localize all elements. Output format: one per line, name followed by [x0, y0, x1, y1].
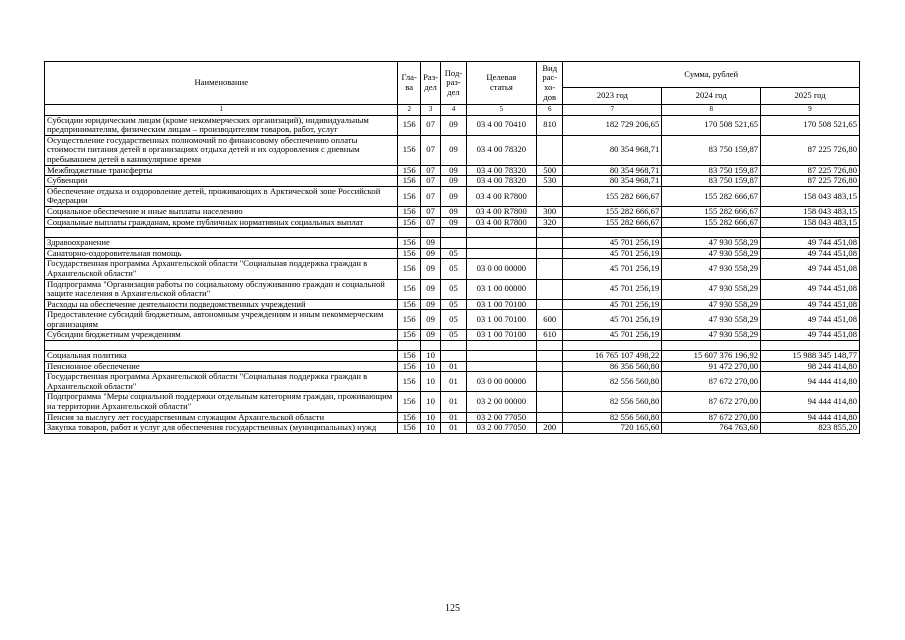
row-target-article-cell: 03 1 00 70100: [466, 299, 536, 310]
table-row: [45, 412, 860, 423]
row-sum-2025-cell: 158 043 483,15: [761, 217, 860, 228]
header-year-2023: 2023 год: [563, 88, 662, 105]
row-glava-cell: 156: [398, 259, 420, 279]
row-razdel-cell: 10: [420, 412, 440, 423]
header-name: Наименование: [45, 62, 398, 105]
row-sum-2025-cell: 49 744 451,08: [761, 259, 860, 279]
row-razdel-cell: 09: [420, 248, 440, 259]
row-name-cell: Подпрограмма "Организация работы по социальному обслуживанию граждан и социальной защите населения в Архангельской области": [45, 279, 398, 299]
row-sum-2024-cell: 47 930 558,29: [662, 299, 761, 310]
row-glava-cell: 156: [398, 217, 420, 228]
row-sum-2024-cell: 83 750 159,87: [662, 135, 761, 165]
row-sum-2025-cell: 87 225 726,80: [761, 135, 860, 165]
row-target-article-cell: [466, 248, 536, 259]
row-sum-2023-cell: 720 165,60: [563, 423, 662, 434]
row-sum-2025-cell: 49 744 451,08: [761, 248, 860, 259]
row-sum-2025-cell: [761, 341, 860, 351]
row-expense-type-cell: 530: [536, 176, 562, 187]
row-sum-2023-cell: 45 701 256,19: [563, 259, 662, 279]
row-razdel-cell: 09: [420, 310, 440, 330]
table-row-spacer: [45, 228, 860, 238]
budget-table: [44, 61, 860, 434]
row-target-article-cell: 03 1 00 70100: [466, 330, 536, 341]
row-expense-type-cell: [536, 259, 562, 279]
row-podrazdel-cell: 05: [441, 248, 466, 259]
row-razdel-cell: 10: [420, 392, 440, 412]
row-sum-2025-cell: 98 244 414,80: [761, 361, 860, 372]
row-podrazdel-cell: [441, 228, 466, 238]
row-podrazdel-cell: 05: [441, 259, 466, 279]
row-razdel-cell: 10: [420, 351, 440, 362]
row-razdel-cell: [420, 228, 440, 238]
row-expense-type-cell: 320: [536, 217, 562, 228]
table-row: [45, 392, 860, 412]
row-glava-cell: 156: [398, 310, 420, 330]
row-expense-type-cell: [536, 372, 562, 392]
row-sum-2025-cell: 49 744 451,08: [761, 330, 860, 341]
row-sum-2023-cell: 80 354 968,71: [563, 165, 662, 176]
row-sum-2023-cell: [563, 228, 662, 238]
table-row: [45, 238, 860, 249]
row-sum-2025-cell: 94 444 414,80: [761, 412, 860, 423]
row-sum-2025-cell: 49 744 451,08: [761, 279, 860, 299]
table-row-spacer: [45, 341, 860, 351]
table-row: [45, 217, 860, 228]
table-row: [45, 259, 860, 279]
row-expense-type-cell: [536, 248, 562, 259]
table-row: [45, 165, 860, 176]
row-sum-2024-cell: 87 672 270,00: [662, 412, 761, 423]
header-row: [45, 62, 860, 88]
row-expense-type-cell: 300: [536, 206, 562, 217]
row-glava-cell: 156: [398, 351, 420, 362]
row-target-article-cell: 03 4 00 70410: [466, 115, 536, 135]
col-number: 9: [761, 105, 860, 116]
row-glava-cell: 156: [398, 115, 420, 135]
col-number: 8: [662, 105, 761, 116]
row-target-article-cell: 03 2 00 00000: [466, 392, 536, 412]
row-razdel-cell: 07: [420, 206, 440, 217]
row-expense-type-cell: [536, 186, 562, 206]
row-glava-cell: 156: [398, 238, 420, 249]
row-sum-2023-cell: 45 701 256,19: [563, 279, 662, 299]
row-name-cell: Социальная политика: [45, 351, 398, 362]
table-row: [45, 330, 860, 341]
row-razdel-cell: 10: [420, 372, 440, 392]
row-name-cell: Подпрограмма "Меры социальной поддержки отдельным категориям граждан, проживающим на территории Архангельской области": [45, 392, 398, 412]
table-row: [45, 206, 860, 217]
col-number: 1: [45, 105, 398, 116]
row-sum-2024-cell: 170 508 521,65: [662, 115, 761, 135]
row-name-cell: Здравоохранение: [45, 238, 398, 249]
row-glava-cell: 156: [398, 279, 420, 299]
row-sum-2025-cell: 87 225 726,80: [761, 176, 860, 187]
row-glava-cell: 156: [398, 248, 420, 259]
table-row: [45, 423, 860, 434]
row-glava-cell: 156: [398, 412, 420, 423]
row-podrazdel-cell: 09: [441, 217, 466, 228]
row-sum-2023-cell: 82 556 560,80: [563, 372, 662, 392]
row-target-article-cell: [466, 361, 536, 372]
row-expense-type-cell: [536, 238, 562, 249]
row-glava-cell: 156: [398, 186, 420, 206]
row-sum-2023-cell: 80 354 968,71: [563, 135, 662, 165]
row-podrazdel-cell: 01: [441, 392, 466, 412]
row-name-cell: Субвенции: [45, 176, 398, 187]
row-target-article-cell: 03 4 00 R7800: [466, 217, 536, 228]
table-row: [45, 279, 860, 299]
row-sum-2023-cell: 82 556 560,80: [563, 412, 662, 423]
row-podrazdel-cell: 05: [441, 299, 466, 310]
row-name-cell: [45, 228, 398, 238]
table-row: [45, 248, 860, 259]
row-expense-type-cell: [536, 361, 562, 372]
row-glava-cell: [398, 228, 420, 238]
row-sum-2024-cell: 91 472 270,00: [662, 361, 761, 372]
row-razdel-cell: 09: [420, 279, 440, 299]
row-name-cell: Субсидии бюджетным учреждениям: [45, 330, 398, 341]
row-expense-type-cell: [536, 279, 562, 299]
row-name-cell: Субсидии юридическим лицам (кроме некоммерческих организаций), индивидуальным предпринимателям, физическим лицам – производителям товаров, работ, услуг: [45, 115, 398, 135]
col-number: 4: [441, 105, 466, 116]
row-sum-2023-cell: 45 701 256,19: [563, 299, 662, 310]
row-sum-2025-cell: 170 508 521,65: [761, 115, 860, 135]
row-name-cell: Осуществление государственных полномочий по финансовому обеспечению оплаты стоимости питания детей в организациях отдыха детей и их оздоровления с дневным пребыванием детей в каникулярное время: [45, 135, 398, 165]
row-razdel-cell: 07: [420, 115, 440, 135]
row-sum-2025-cell: 87 225 726,80: [761, 165, 860, 176]
row-podrazdel-cell: 05: [441, 330, 466, 341]
row-sum-2023-cell: 155 282 666,67: [563, 186, 662, 206]
row-sum-2023-cell: 45 701 256,19: [563, 330, 662, 341]
row-sum-2023-cell: 82 556 560,80: [563, 392, 662, 412]
header-expense-type: Вид рас- хо- дов: [536, 62, 562, 105]
table-row: [45, 310, 860, 330]
row-podrazdel-cell: 09: [441, 206, 466, 217]
header-glava: Гла- ва: [398, 62, 420, 105]
row-sum-2023-cell: 182 729 206,65: [563, 115, 662, 135]
table-row: [45, 351, 860, 362]
row-name-cell: Межбюджетные трансферты: [45, 165, 398, 176]
table-row: [45, 135, 860, 165]
row-podrazdel-cell: 05: [441, 310, 466, 330]
row-sum-2024-cell: 47 930 558,29: [662, 248, 761, 259]
row-sum-2024-cell: 764 763,60: [662, 423, 761, 434]
header-year-2024: 2024 год: [662, 88, 761, 105]
row-sum-2025-cell: [761, 228, 860, 238]
column-numbers-row: [45, 105, 860, 116]
row-podrazdel-cell: 09: [441, 115, 466, 135]
row-razdel-cell: [420, 341, 440, 351]
table-row: [45, 115, 860, 135]
col-number: 3: [420, 105, 440, 116]
row-razdel-cell: 07: [420, 176, 440, 187]
row-sum-2023-cell: 80 354 968,71: [563, 176, 662, 187]
row-name-cell: [45, 341, 398, 351]
row-sum-2023-cell: 45 701 256,19: [563, 248, 662, 259]
row-glava-cell: 156: [398, 206, 420, 217]
row-podrazdel-cell: [441, 341, 466, 351]
col-number: 5: [466, 105, 536, 116]
row-name-cell: Расходы на обеспечение деятельности подведомственных учреждений: [45, 299, 398, 310]
row-razdel-cell: 10: [420, 361, 440, 372]
row-sum-2025-cell: 49 744 451,08: [761, 310, 860, 330]
row-sum-2025-cell: 94 444 414,80: [761, 392, 860, 412]
header-target-article: Целевая статья: [466, 62, 536, 105]
row-name-cell: Государственная программа Архангельской области "Социальная поддержка граждан в Архангельской области": [45, 259, 398, 279]
row-target-article-cell: [466, 351, 536, 362]
row-sum-2024-cell: 47 930 558,29: [662, 259, 761, 279]
row-sum-2024-cell: 87 672 270,00: [662, 372, 761, 392]
row-podrazdel-cell: 01: [441, 423, 466, 434]
row-razdel-cell: 09: [420, 259, 440, 279]
row-target-article-cell: [466, 238, 536, 249]
row-sum-2024-cell: 155 282 666,67: [662, 206, 761, 217]
row-expense-type-cell: 600: [536, 310, 562, 330]
row-expense-type-cell: [536, 299, 562, 310]
row-name-cell: Закупка товаров, работ и услуг для обеспечения государственных (муниципальных) нужд: [45, 423, 398, 434]
row-target-article-cell: [466, 228, 536, 238]
row-sum-2025-cell: 49 744 451,08: [761, 238, 860, 249]
row-sum-2023-cell: 155 282 666,67: [563, 217, 662, 228]
row-podrazdel-cell: [441, 351, 466, 362]
row-podrazdel-cell: [441, 238, 466, 249]
row-sum-2023-cell: 86 356 560,80: [563, 361, 662, 372]
row-sum-2025-cell: 158 043 483,15: [761, 186, 860, 206]
row-name-cell: Государственная программа Архангельской области "Социальная поддержка граждан в Архангельской области": [45, 372, 398, 392]
row-sum-2025-cell: 158 043 483,15: [761, 206, 860, 217]
row-target-article-cell: 03 4 00 78320: [466, 176, 536, 187]
col-number: 6: [536, 105, 562, 116]
row-sum-2024-cell: 47 930 558,29: [662, 330, 761, 341]
row-target-article-cell: 03 4 00 R7800: [466, 206, 536, 217]
row-sum-2024-cell: 15 607 376 196,92: [662, 351, 761, 362]
row-target-article-cell: 03 4 00 78320: [466, 165, 536, 176]
table-row: [45, 372, 860, 392]
row-expense-type-cell: [536, 341, 562, 351]
row-glava-cell: 156: [398, 372, 420, 392]
row-expense-type-cell: [536, 412, 562, 423]
row-glava-cell: [398, 341, 420, 351]
row-target-article-cell: 03 1 00 70100: [466, 310, 536, 330]
row-glava-cell: 156: [398, 392, 420, 412]
row-target-article-cell: 03 4 00 78320: [466, 135, 536, 165]
row-sum-2024-cell: 87 672 270,00: [662, 392, 761, 412]
page-number: 125: [445, 603, 460, 614]
row-expense-type-cell: [536, 228, 562, 238]
row-name-cell: Санаторно-оздоровительная помощь: [45, 248, 398, 259]
row-sum-2023-cell: [563, 341, 662, 351]
row-glava-cell: 156: [398, 330, 420, 341]
row-target-article-cell: 03 0 00 00000: [466, 372, 536, 392]
row-sum-2024-cell: [662, 228, 761, 238]
row-razdel-cell: 07: [420, 217, 440, 228]
row-podrazdel-cell: 05: [441, 279, 466, 299]
header-podrazdel: Под- раз- дел: [441, 62, 466, 105]
row-target-article-cell: 03 1 00 00000: [466, 279, 536, 299]
row-name-cell: Социальное обеспечение и иные выплаты населению: [45, 206, 398, 217]
row-expense-type-cell: 810: [536, 115, 562, 135]
row-razdel-cell: 07: [420, 186, 440, 206]
header-razdel: Раз- дел: [420, 62, 440, 105]
row-sum-2024-cell: 47 930 558,29: [662, 279, 761, 299]
row-sum-2023-cell: 16 765 107 498,22: [563, 351, 662, 362]
row-sum-2024-cell: 155 282 666,67: [662, 217, 761, 228]
row-target-article-cell: 03 2 00 77050: [466, 423, 536, 434]
row-target-article-cell: 03 2 00 77050: [466, 412, 536, 423]
row-razdel-cell: 07: [420, 135, 440, 165]
row-glava-cell: 156: [398, 165, 420, 176]
row-podrazdel-cell: 09: [441, 135, 466, 165]
row-razdel-cell: 10: [420, 423, 440, 434]
table-row: [45, 176, 860, 187]
row-glava-cell: 156: [398, 135, 420, 165]
row-razdel-cell: 09: [420, 299, 440, 310]
row-podrazdel-cell: 01: [441, 412, 466, 423]
row-sum-2023-cell: 45 701 256,19: [563, 310, 662, 330]
header-year-2025: 2025 год: [761, 88, 860, 105]
row-podrazdel-cell: 01: [441, 361, 466, 372]
table-row: [45, 361, 860, 372]
row-expense-type-cell: [536, 392, 562, 412]
row-name-cell: Социальные выплаты гражданам, кроме публичных нормативных социальных выплат: [45, 217, 398, 228]
row-podrazdel-cell: 01: [441, 372, 466, 392]
row-sum-2025-cell: 15 988 345 148,77: [761, 351, 860, 362]
row-razdel-cell: 09: [420, 330, 440, 341]
row-expense-type-cell: 200: [536, 423, 562, 434]
row-razdel-cell: 09: [420, 238, 440, 249]
row-sum-2023-cell: 155 282 666,67: [563, 206, 662, 217]
row-sum-2024-cell: 155 282 666,67: [662, 186, 761, 206]
col-number: 7: [563, 105, 662, 116]
row-razdel-cell: 07: [420, 165, 440, 176]
row-glava-cell: 156: [398, 176, 420, 187]
table-row: [45, 186, 860, 206]
row-glava-cell: 156: [398, 361, 420, 372]
row-sum-2024-cell: 47 930 558,29: [662, 310, 761, 330]
row-expense-type-cell: 610: [536, 330, 562, 341]
header-sum: Сумма, рублей: [563, 62, 860, 88]
row-expense-type-cell: [536, 351, 562, 362]
row-podrazdel-cell: 09: [441, 165, 466, 176]
row-expense-type-cell: 500: [536, 165, 562, 176]
row-sum-2024-cell: 83 750 159,87: [662, 176, 761, 187]
row-sum-2024-cell: [662, 341, 761, 351]
row-sum-2024-cell: 47 930 558,29: [662, 238, 761, 249]
row-name-cell: Пенсия за выслугу лет государственным служащим Архангельской области: [45, 412, 398, 423]
row-sum-2025-cell: 49 744 451,08: [761, 299, 860, 310]
col-number: 2: [398, 105, 420, 116]
row-podrazdel-cell: 09: [441, 176, 466, 187]
row-sum-2023-cell: 45 701 256,19: [563, 238, 662, 249]
row-name-cell: Обеспечение отдыха и оздоровление детей, проживающих в Арктической зоне Российской Федерации: [45, 186, 398, 206]
row-glava-cell: 156: [398, 299, 420, 310]
row-podrazdel-cell: 09: [441, 186, 466, 206]
row-sum-2025-cell: 94 444 414,80: [761, 372, 860, 392]
table-row: [45, 299, 860, 310]
row-name-cell: Пенсионное обеспечение: [45, 361, 398, 372]
row-name-cell: Предоставление субсидий бюджетным, автономным учреждениям и иным некоммерческим организациям: [45, 310, 398, 330]
row-target-article-cell: 03 4 00 R7800: [466, 186, 536, 206]
row-expense-type-cell: [536, 135, 562, 165]
row-target-article-cell: 03 0 00 00000: [466, 259, 536, 279]
row-target-article-cell: [466, 341, 536, 351]
row-sum-2025-cell: 823 855,20: [761, 423, 860, 434]
row-glava-cell: 156: [398, 423, 420, 434]
row-sum-2024-cell: 83 750 159,87: [662, 165, 761, 176]
